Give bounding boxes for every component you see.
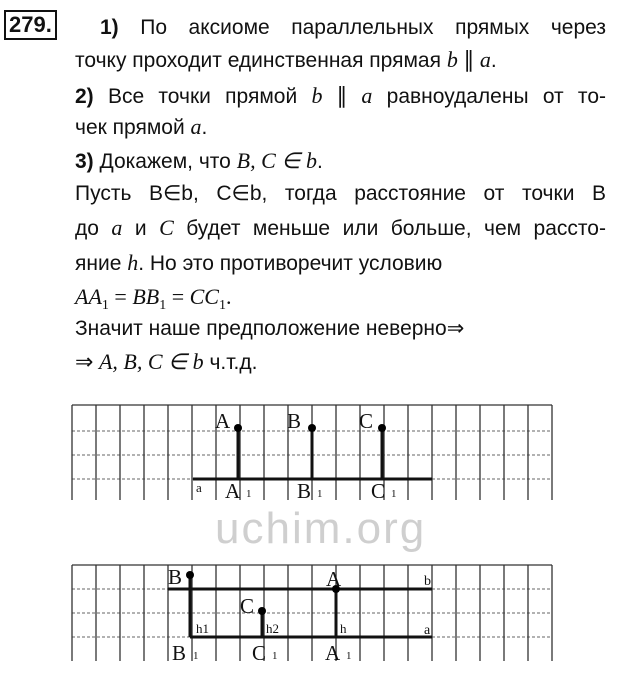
text: яние (75, 252, 128, 275)
figure-2-grid-diagram (0, 560, 624, 681)
text: Пусть B∈b, C∈b, тогда расстояние от точки B (75, 182, 606, 205)
subscript: 1 (193, 650, 199, 662)
label-h2: h2 (266, 621, 279, 636)
text: ч.т.д. (203, 351, 258, 374)
math: AA (75, 284, 102, 309)
math: ∥ (322, 83, 362, 108)
text: . (201, 116, 208, 139)
math: ∥ (457, 47, 480, 72)
text: точку проходит единственная прямая (75, 49, 447, 72)
label-C1: C (371, 479, 386, 503)
math: a (190, 114, 202, 139)
figure-1-grid-diagram (0, 400, 624, 510)
math: = (166, 284, 190, 309)
item-number: 2) (75, 85, 94, 108)
text-line-2 (75, 47, 606, 74)
text: . (316, 150, 323, 173)
text: Все точки прямой (93, 85, 312, 108)
text: По аксиоме параллельных прямых через (118, 16, 606, 39)
point-B (186, 571, 194, 579)
text-line-5 (75, 148, 606, 175)
grid (72, 565, 552, 661)
math: h (127, 250, 139, 275)
label-C: C (240, 594, 255, 618)
text-line-3 (75, 83, 606, 109)
math: b (311, 83, 323, 108)
label-C1: C (252, 641, 267, 665)
item-number: 3) (75, 150, 94, 173)
math: = (108, 284, 133, 309)
text: чек прямой (75, 116, 191, 139)
implies-arrow: ⇒ (75, 349, 99, 374)
subscript: 1 (246, 488, 252, 500)
text: Значит наше предположение неверно⇒ (75, 317, 465, 340)
label-C: C (359, 409, 374, 433)
text-line-7 (75, 215, 606, 241)
label-A: A (326, 567, 342, 591)
label-line-a: a (424, 623, 431, 638)
label-A: A (215, 409, 231, 433)
subscript: 1 (159, 298, 167, 314)
point-A (234, 424, 242, 432)
text-line-6 (75, 181, 606, 207)
math: a (361, 83, 373, 108)
math: a (479, 47, 491, 72)
label-B: B (168, 565, 183, 589)
text: и (122, 217, 160, 240)
text: . (490, 49, 497, 72)
math: C (159, 215, 174, 240)
text: . Но это противоречит условию (138, 252, 443, 275)
text: до (75, 217, 112, 240)
label-A1: A (225, 479, 241, 503)
subscript: 1 (391, 488, 397, 500)
watermark: uchim.org (215, 504, 427, 553)
item-number: 1) (100, 16, 119, 39)
math: b (446, 47, 458, 72)
label-B1: B (172, 641, 187, 665)
text-line-8 (75, 250, 606, 277)
subscript: 1 (272, 650, 278, 662)
point-C (378, 424, 386, 432)
text-line-1 (100, 15, 606, 41)
label-line-b: b (424, 574, 431, 589)
subscript: 1 (317, 488, 323, 500)
math: A, B, C ∈ b (98, 349, 204, 374)
subscript: 1 (346, 650, 352, 662)
math: a (111, 215, 123, 240)
label-B: B (287, 409, 302, 433)
point-B (308, 424, 316, 432)
math: B, C ∈ b (236, 148, 317, 173)
label-h: h (340, 621, 347, 636)
text: равноудалены от то- (372, 85, 606, 108)
point-C (258, 607, 266, 615)
text: будет меньше или больше, чем рассто- (173, 217, 606, 240)
label-line-a: a (196, 480, 202, 495)
subscript: 1 (101, 298, 109, 314)
text-line-10 (75, 316, 606, 342)
problem-number: 279. (4, 10, 57, 40)
label-h1: h1 (196, 621, 209, 636)
math: BB (132, 284, 160, 309)
text-line-4 (75, 114, 606, 141)
text: Докажем, что (93, 150, 237, 173)
text-line-9 (75, 284, 606, 319)
label-B1: B (297, 479, 312, 503)
text-line-11 (75, 349, 606, 376)
label-A1: A (325, 641, 341, 665)
subscript: 1 (218, 298, 226, 314)
math: . (225, 284, 232, 309)
math: CC (189, 284, 219, 309)
